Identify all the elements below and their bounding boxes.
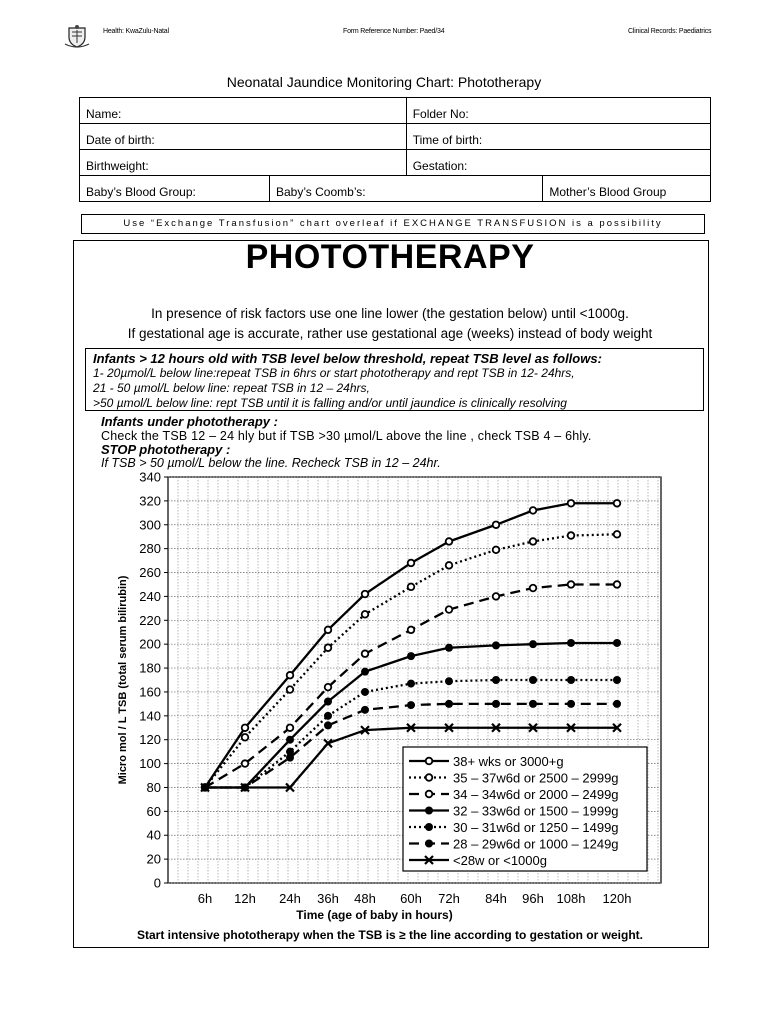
intro-line-2: If gestational age is accurate, rather use gestational age (weeks) instead of body weight xyxy=(127,326,653,341)
series-3-point xyxy=(362,650,369,657)
repeat-heading: Infants > 12 hours old with TSB level below threshold, repeat TSB level as follows: xyxy=(93,351,602,366)
x-tick-label: 60h xyxy=(400,891,422,906)
series-3-point xyxy=(614,581,621,588)
legend-label-3: 34 – 34w6d or 2000 – 2499g xyxy=(453,787,619,802)
birthweight-field[interactable]: Birthweight: xyxy=(80,150,407,176)
series-4-point xyxy=(567,639,575,647)
y-tick-label: 280 xyxy=(139,541,161,557)
legend-marker-3 xyxy=(426,791,433,798)
y-tick-label: 0 xyxy=(153,875,161,891)
legend-marker-5 xyxy=(425,823,433,831)
series-1-point xyxy=(325,627,332,634)
phototherapy-title: PHOTOTHERAPY xyxy=(245,238,535,276)
blood-group-field[interactable]: Baby’s Blood Group: xyxy=(80,176,270,202)
header-health: Health: KwaZulu-Natal xyxy=(103,28,169,35)
series-3-point xyxy=(287,724,294,731)
series-4-point xyxy=(361,668,369,676)
legend-label-7: <28w or <1000g xyxy=(453,853,547,868)
series-6-point xyxy=(613,700,621,708)
series-1-point xyxy=(446,538,453,545)
series-4-point xyxy=(407,652,415,660)
under-phototherapy-text: Check the TSB 12 – 24 hly but if TSB >30 µmol/L above the line , check TSB 4 – 6hly. xyxy=(101,429,592,443)
series-5-point xyxy=(529,676,537,684)
series-2-point xyxy=(446,562,453,569)
y-tick-label: 220 xyxy=(139,612,161,628)
series-2-point xyxy=(614,531,621,538)
header-clinical-records: Clinical Records: Paediatrics xyxy=(628,28,712,35)
stop-phototherapy-heading: STOP phototherapy : xyxy=(101,442,231,457)
series-2-point xyxy=(408,584,415,591)
series-1-point xyxy=(530,507,537,514)
series-6-point xyxy=(361,706,369,714)
y-tick-label: 80 xyxy=(146,779,161,795)
series-5-point xyxy=(613,676,621,684)
y-tick-label: 100 xyxy=(139,756,161,772)
gestation-field[interactable]: Gestation: xyxy=(406,150,710,176)
series-1-point xyxy=(493,521,500,528)
y-tick-label: 320 xyxy=(139,493,161,509)
form-title: Neonatal Jaundice Monitoring Chart: Phototherapy xyxy=(226,74,542,90)
series-6-point xyxy=(324,721,332,729)
y-tick-label: 140 xyxy=(139,708,161,724)
series-6-point xyxy=(286,754,294,762)
legend-marker-1 xyxy=(426,758,433,765)
series-5-point xyxy=(492,676,500,684)
intro-line-1: In presence of risk factors use one line lower (the gestation below) until <1000g. xyxy=(151,306,629,321)
x-tick-label: 96h xyxy=(522,891,544,906)
legend-marker-2 xyxy=(426,774,433,781)
series-1-point xyxy=(242,724,249,731)
x-tick-label: 24h xyxy=(279,891,301,906)
series-2-point xyxy=(287,686,294,693)
date-of-birth-field[interactable]: Date of birth: xyxy=(80,124,407,150)
legend-marker-4 xyxy=(425,807,433,815)
series-6-point xyxy=(445,700,453,708)
series-4-point xyxy=(286,736,294,744)
series-5-point xyxy=(361,688,369,696)
series-5-point xyxy=(567,676,575,684)
folder-no-field[interactable]: Folder No: xyxy=(406,98,710,124)
intensive-phototherapy-note: Start intensive phototherapy when the TSB is ≥ the line according to gestation or weight. xyxy=(137,928,643,942)
series-3-point xyxy=(446,606,453,613)
series-3-point xyxy=(325,684,332,691)
time-of-birth-field[interactable]: Time of birth: xyxy=(406,124,710,150)
series-2-point xyxy=(493,547,500,554)
x-tick-label: 84h xyxy=(485,891,507,906)
series-4-point xyxy=(492,641,500,649)
y-tick-label: 20 xyxy=(146,851,161,867)
series-2-point xyxy=(530,538,537,545)
x-tick-label: 12h xyxy=(234,891,256,906)
y-tick-label: 160 xyxy=(139,684,161,700)
y-axis-label: Micro mol / L TSB (total serum bilirubin) xyxy=(117,575,129,785)
series-5-point xyxy=(445,677,453,685)
legend-label-6: 28 – 29w6d or 1000 – 1249g xyxy=(453,836,619,852)
exchange-transfusion-note: Use “Exchange Transfusion” chart overleaf if EXCHANGE TRANSFUSION is a possibility xyxy=(81,214,705,234)
y-tick-label: 260 xyxy=(139,565,161,581)
repeat-line-3: >50 µmol/L below line: rept TSB until it is falling and/or until jaundice is clinically resolving xyxy=(93,396,567,410)
series-1-point xyxy=(408,560,415,567)
series-5-point xyxy=(324,712,332,720)
x-tick-label: 72h xyxy=(438,891,460,906)
series-3-point xyxy=(242,760,249,767)
legend-label-4: 32 – 33w6d or 1500 – 1999g xyxy=(453,803,619,819)
series-2-point xyxy=(362,611,369,618)
coombs-field[interactable]: Baby’s Coomb’s: xyxy=(270,176,543,202)
repeat-line-1: 1- 20µmol/L below line:repeat TSB in 6hrs or start phototherapy and rept TSB in 12- 24hrs, xyxy=(93,366,575,380)
y-tick-label: 180 xyxy=(139,660,161,676)
x-tick-label: 120h xyxy=(602,891,632,906)
series-2-point xyxy=(325,644,332,651)
x-axis-label: Time (age of baby in hours) xyxy=(296,908,453,922)
y-tick-label: 60 xyxy=(146,803,161,819)
series-6-point xyxy=(492,700,500,708)
y-tick-label: 200 xyxy=(139,636,161,652)
series-1-point xyxy=(287,672,294,679)
y-tick-label: 300 xyxy=(139,517,161,533)
series-6-point xyxy=(407,701,415,709)
series-3-point xyxy=(530,585,537,592)
x-tick-label: 36h xyxy=(317,891,339,906)
stop-phototherapy-text: If TSB > 50 µmol/L below the line. Recheck TSB in 12 – 24hr. xyxy=(101,456,441,470)
mother-blood-group-field[interactable]: Mother’s Blood Group xyxy=(543,176,711,202)
series-6-point xyxy=(567,700,575,708)
series-1-point xyxy=(362,591,369,598)
x-tick-label: 108h xyxy=(556,891,586,906)
x-tick-label: 48h xyxy=(354,891,376,906)
name-field[interactable]: Name: xyxy=(80,98,407,124)
series-2-point xyxy=(568,532,575,539)
repeat-line-2: 21 - 50 µmol/L below line: repeat TSB in 12 – 24hrs, xyxy=(93,381,370,395)
series-2-point xyxy=(242,734,249,741)
series-1-point xyxy=(568,500,575,507)
series-4-point xyxy=(613,639,621,647)
y-tick-label: 240 xyxy=(139,588,161,604)
y-tick-label: 40 xyxy=(146,827,161,843)
x-tick-label: 6h xyxy=(197,891,213,906)
header-form-ref: Form Reference Number: Paed/34 xyxy=(343,28,445,35)
series-4-point xyxy=(529,640,537,648)
series-1-point xyxy=(614,500,621,507)
under-phototherapy-heading: Infants under phototherapy : xyxy=(101,414,278,429)
y-tick-label: 120 xyxy=(139,732,161,748)
legend-marker-6 xyxy=(425,840,433,848)
legend-label-1: 38+ wks or 3000+g xyxy=(453,754,564,769)
series-6-point xyxy=(529,700,537,708)
y-tick-label: 340 xyxy=(139,469,161,485)
legend-label-2: 35 – 37w6d or 2500 – 2999g xyxy=(453,770,619,786)
series-3-point xyxy=(408,627,415,634)
series-4-point xyxy=(324,697,332,705)
series-3-point xyxy=(493,593,500,600)
series-4-point xyxy=(445,644,453,652)
legend-label-5: 30 – 31w6d or 1250 – 1499g xyxy=(453,820,619,835)
series-5-point xyxy=(407,680,415,688)
series-3-point xyxy=(568,581,575,588)
